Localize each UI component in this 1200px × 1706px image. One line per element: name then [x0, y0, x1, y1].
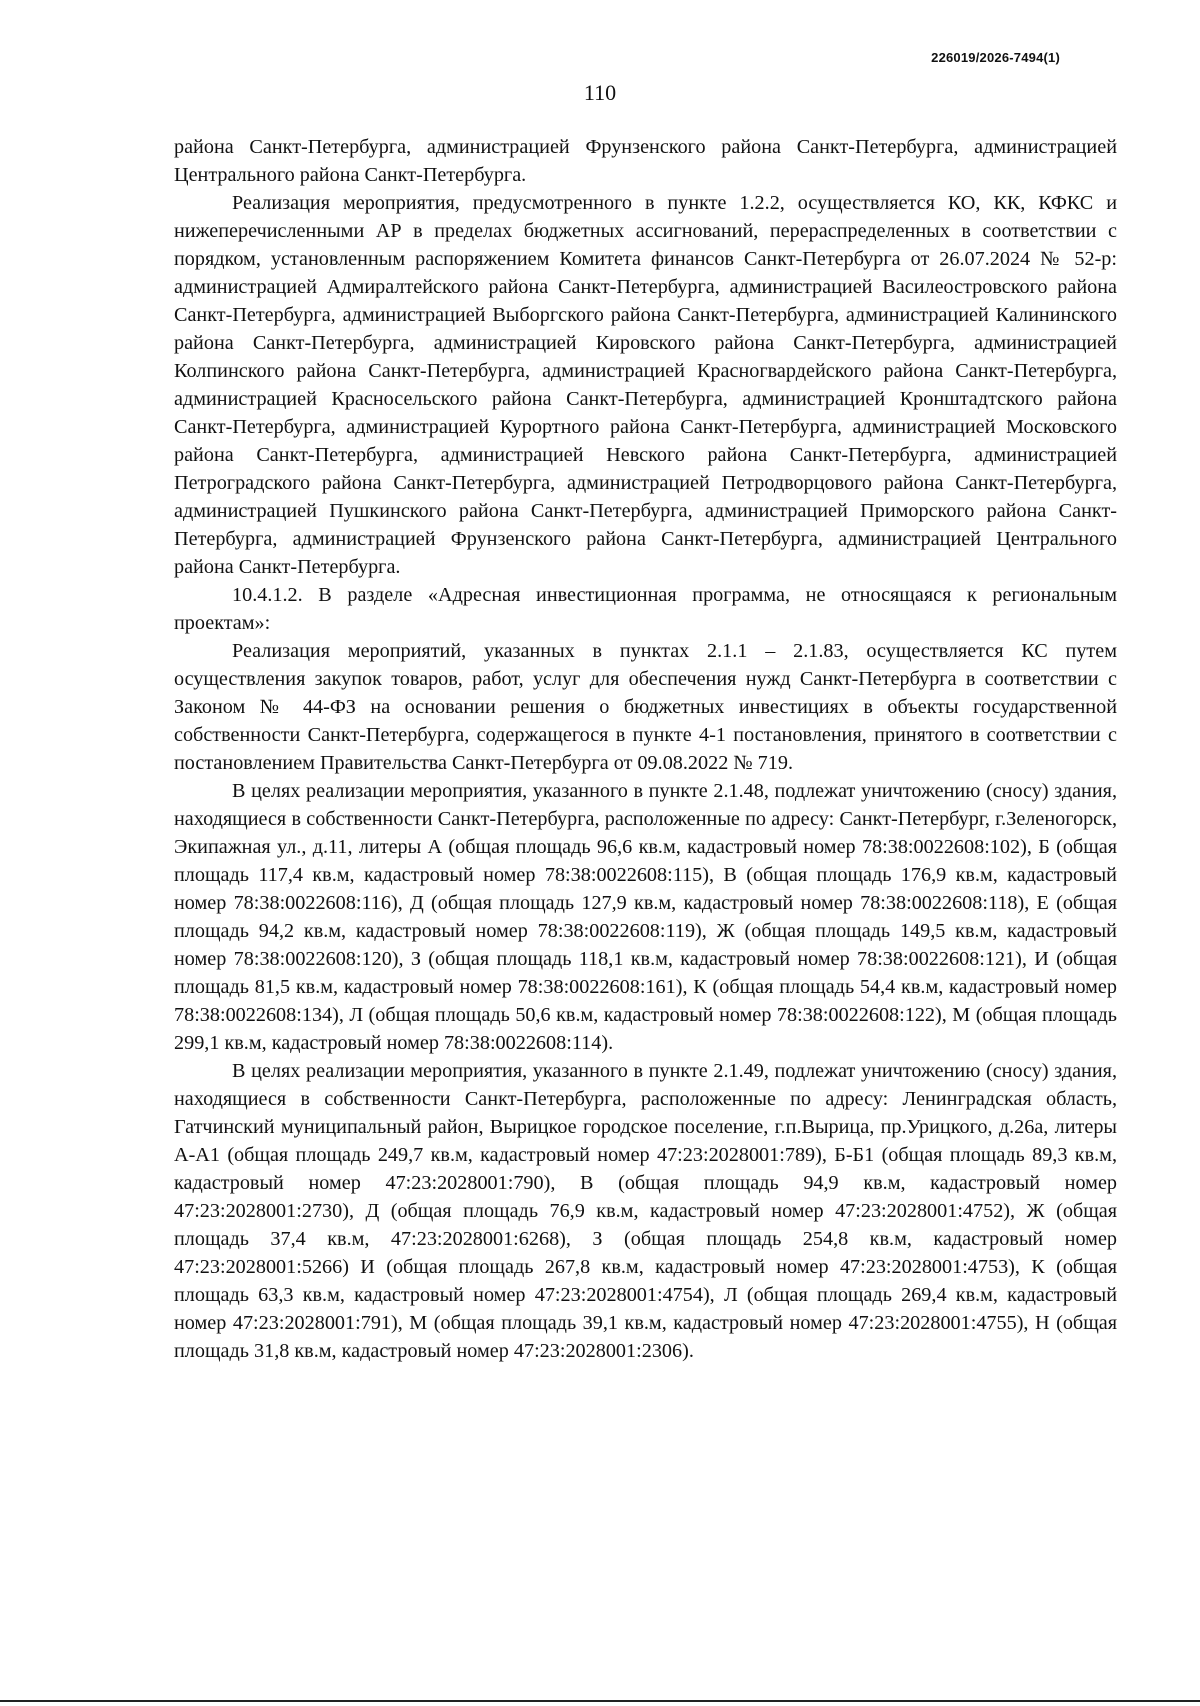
- paragraph-item-2-1-49: В целях реализации мероприятия, указанного в пункте 2.1.49, подлежат уничтожению (сносу) здания, находящиеся в собственности Санкт-Петербурга, расположенные по адресу: Ленинградская область, Гатчинский муниципальный район, Вырицкое городское поселение, г.п.Вырица, пр.Урицкого, д.26а, литеры А-А1 (общая площадь 249,7 кв.м, кадастровый номер 47:23:2028001:789), Б-Б1 (общая площадь 89,3 кв.м, кадастровый номер 47:23:2028001:790), В (общая площадь 94,9 кв.м, кадастровый номер 47:23:2028001:2730), Д (общая площадь 76,9 кв.м, кадастровый номер 47:23:2028001:4752), Ж (общая площадь 37,4 кв.м, 47:23:2028001:6268), З (общая площадь 254,8 кв.м, кадастровый номер 47:23:2028001:5266) И (общая площадь 267,8 кв.м, кадастровый номер 47:23:2028001:4753), К (общая площадь 63,3 кв.м, кадастровый номер 47:23:2028001:4754), Л (общая площадь 269,4 кв.м, кадастровый номер 47:23:2028001:791), М (общая площадь 39,1 кв.м, кадастровый номер 47:23:2028001:4755), Н (общая площадь 31,8 кв.м, кадастровый номер 47:23:2028001:2306).: [174, 1060, 1117, 1362]
- document-registration-code: 226019/2026-7494(1): [931, 50, 1060, 65]
- paragraph-items-2-1-1-to-2-1-83: Реализация мероприятий, указанных в пунктах 2.1.1 – 2.1.83, осуществляется КС путем осуществления закупок товаров, работ, услуг для обеспечения нужд Санкт-Петербурга в соответствии с Законом № 44-ФЗ на основании решения о бюджетных инвестициях в объекты государственной собственности Санкт-Петербурга, содержащегося в пункте 4-1 постановления, принятого в соответствии с постановлением Правительства Санкт-Петербурга от 09.08.2022 № 719.: [174, 640, 1117, 774]
- page-number: 110: [583, 80, 617, 105]
- paragraph-item-1-2-2: Реализация мероприятия, предусмотренного в пункте 1.2.2, осуществляется КО, КК, КФКС и нижеперечисленными АР в пределах бюджетных ассигнований, перераспределенных в соответствии с порядком, установленным распоряжением Комитета финансов Санкт-Петербурга от 26.07.2024 № 52-р: администрацией Адмиралтейского района Санкт-Петербурга, администрацией Василеостровского района Санкт-Петербурга, администрацией Выборгского района Санкт-Петербурга, администрацией Калининского района Санкт-Петербурга, администрацией Кировского района Санкт-Петербурга, администрацией Колпинского района Санкт-Петербурга, администрацией Красногвардейского района Санкт-Петербурга, администрацией Красносельского района Санкт-Петербурга, администрацией Кронштадтского района Санкт-Петербурга, администрацией Курортного района Санкт-Петербурга, администрацией Московского района Санкт-Петербурга, администрацией Невского района Санкт-Петербурга, администрацией Петроградского района Санкт-Петербурга, администрацией Петродворцового района Санкт-Петербурга, администрацией Пушкинского района Санкт-Петербурга, администрацией Приморского района Санкт-Петербурга, администрацией Фрунзенского района Санкт-Петербурга, администрацией Центрального района Санкт-Петербурга.: [174, 192, 1117, 578]
- paragraph-section-10-4-1-2: 10.4.1.2. В разделе «Адресная инвестиционная программа, не относящаяся к региональным проектам»:: [174, 584, 1117, 634]
- paragraph-item-2-1-48: В целях реализации мероприятия, указанного в пункте 2.1.48, подлежат уничтожению (сносу) здания, находящиеся в собственности Санкт-Петербурга, расположенные по адресу: Санкт-Петербург, г.Зеленогорск, Экипажная ул., д.11, литеры А (общая площадь 96,6 кв.м, кадастровый номер 78:38:0022608:102), Б (общая площадь 117,4 кв.м, кадастровый номер 78:38:0022608:115), В (общая площадь 176,9 кв.м, кадастровый номер 78:38:0022608:116), Д (общая площадь 127,9 кв.м, кадастровый номер 78:38:0022608:118), Е (общая площадь 94,2 кв.м, кадастровый номер 78:38:0022608:119), Ж (общая площадь 149,5 кв.м, кадастровый номер 78:38:0022608:120), З (общая площадь 118,1 кв.м, кадастровый номер 78:38:0022608:121), И (общая площадь 81,5 кв.м, кадастровый номер 78:38:0022608:161), К (общая площадь 54,4 кв.м, кадастровый номер 78:38:0022608:134), Л (общая площадь 50,6 кв.м, кадастровый номер 78:38:0022608:122), М (общая площадь 299,1 кв.м, кадастровый номер 78:38:0022608:114).: [174, 780, 1117, 1054]
- paragraph-continuation: района Санкт-Петербурга, администрацией Фрунзенского района Санкт-Петербурга, администрацией Центрального района Санкт-Петербурга.: [174, 136, 1117, 186]
- bottom-scan-edge-line: [0, 1700, 1200, 1702]
- document-body: [174, 133, 1117, 1365]
